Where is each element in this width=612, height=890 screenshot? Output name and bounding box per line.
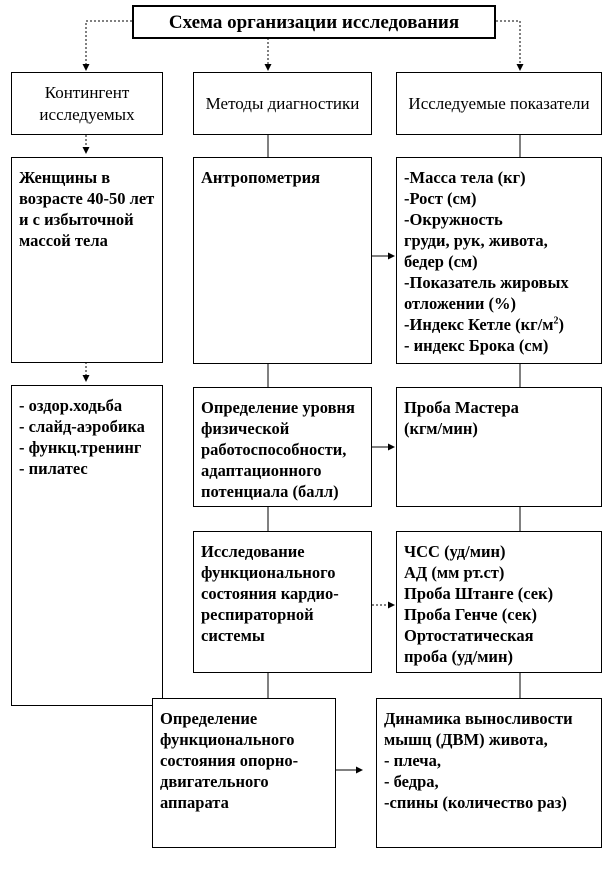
indicator-line: - бедра,	[384, 772, 439, 791]
method-anthropometry-box	[193, 157, 372, 364]
indicator-line: Динамика выносливости	[384, 709, 573, 728]
header-contingent	[11, 72, 163, 135]
indicator-line: - индекс Брока (см)	[404, 336, 549, 355]
method-work-capacity-text: Определение уровня физической работоспособности, адаптационного потенциала (балл)	[201, 398, 355, 501]
indicator-line: груди, рук, живота,	[404, 231, 548, 250]
contingent-programs-box	[11, 385, 163, 706]
indicators-work-capacity-box	[396, 387, 602, 507]
indicator-line: мышц (ДВМ) живота,	[384, 730, 548, 749]
indicator-line: проба (уд/мин)	[404, 647, 513, 666]
indicator-line: -Окружность	[404, 210, 503, 229]
diagram-title	[132, 5, 496, 39]
indicator-line: отложении (%)	[404, 294, 517, 313]
indicator-line: - плеча,	[384, 751, 441, 770]
kettle-superscript: 2	[553, 315, 559, 327]
kettle-close: )	[558, 315, 564, 334]
indicator-line: -Масса тела (кг)	[404, 168, 526, 187]
method-musculoskeletal-box	[152, 698, 336, 848]
indicator-line: -спины (количество раз)	[384, 793, 567, 812]
method-cardio-text: Исследование функционального состояния кардио-респираторной системы	[201, 542, 339, 645]
indicator-line: -Показатель жировых	[404, 273, 569, 292]
title-to-contingent-arrow	[86, 21, 132, 70]
contingent-subjects-box	[11, 157, 163, 363]
contingent-subjects-text: Женщины в возрасте 40-50 лет и с избыточной массой тела	[19, 168, 155, 250]
indicators-cardio-box	[396, 531, 602, 673]
indicator-line: ЧСС (уд/мин)	[404, 542, 506, 561]
method-musculoskeletal-text: Определение функционального состояния опорно-двигательного аппарата	[160, 709, 299, 812]
indicator-line: Проба Штанге (сек)	[404, 584, 554, 603]
diagram-title-text: Схема организации исследования	[168, 11, 460, 33]
header-methods-text: Методы диагностики	[205, 93, 360, 113]
header-contingent-text: Контингент исследуемых	[39, 82, 135, 124]
indicator-line-kettle	[404, 314, 594, 335]
indicator-line: бедер (см)	[404, 252, 478, 271]
indicator-line: Проба Генче (сек)	[404, 605, 538, 624]
header-indicators	[396, 72, 602, 135]
header-methods	[193, 72, 372, 135]
title-to-indicators-arrow	[496, 21, 520, 70]
method-anthropometry-text: Антропометрия	[201, 168, 321, 187]
indicator-line: АД (мм рт.ст)	[404, 563, 505, 582]
indicator-line: Ортостатическая	[404, 626, 534, 645]
indicator-work-capacity-text: Проба Мастера (кгм/мин)	[404, 398, 519, 438]
indicator-line: -Рост (см)	[404, 189, 477, 208]
indicators-anthropometry-box	[396, 157, 602, 364]
header-indicators-text: Исследуемые показатели	[408, 93, 590, 113]
program-item: - слайд-аэробика	[19, 417, 145, 436]
program-item: - оздор.ходьба	[19, 396, 123, 415]
method-work-capacity-box	[193, 387, 372, 507]
program-item: - функц.тренинг	[19, 438, 142, 457]
kettle-text: -Индекс Кетле (кг/м	[404, 315, 554, 334]
program-item: - пилатес	[19, 459, 88, 478]
method-cardio-box	[193, 531, 372, 673]
indicators-musculoskeletal-box	[376, 698, 602, 848]
